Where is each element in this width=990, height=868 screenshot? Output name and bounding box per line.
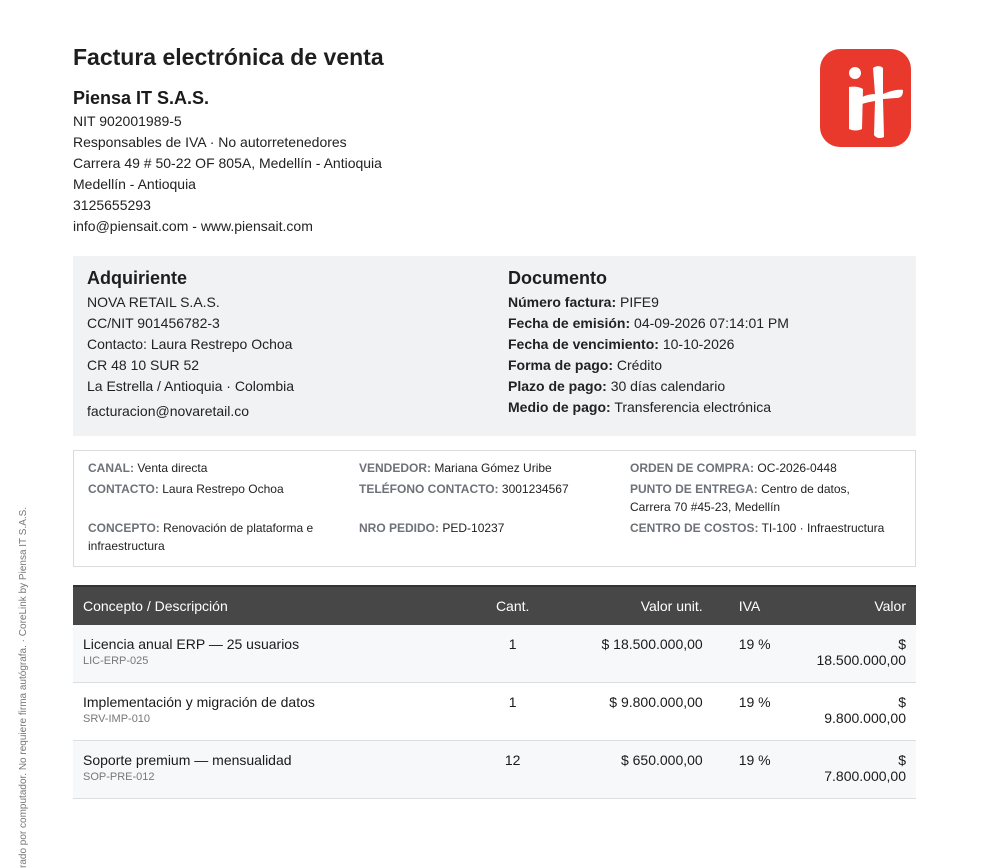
legal-footnote: rado por computador. No requiere firma autógrafa. · CoreLink by Piensa IT S.A.S. <box>18 506 29 868</box>
col-description: Concepto / Descripción <box>73 586 464 625</box>
issuer-phone: 3125655293 <box>73 197 151 213</box>
meta-delivery-point: PUNTO DE ENTREGA: Centro de datos, Carrera 70 #45-23, Medellín <box>630 482 850 514</box>
items-table <box>73 585 916 799</box>
issuer-name: Piensa IT S.A.S. <box>73 88 210 108</box>
item-code: SOP-PRE-012 <box>83 771 155 783</box>
meta-seller: VENDEDOR: Mariana Gómez Uribe <box>359 461 552 475</box>
doc-payment-term: Plazo de pago: 30 días calendario <box>508 378 726 394</box>
it-logo-icon <box>820 49 911 147</box>
order-metadata <box>73 450 916 567</box>
item-description: Implementación y migración de datos <box>83 694 315 710</box>
page-title: Factura electrónica de venta <box>73 44 384 70</box>
col-iva: IVA <box>713 586 807 625</box>
document-heading: Documento <box>508 268 607 288</box>
meta-contact-phone: TELÉFONO CONTACTO: 3001234567 <box>359 482 569 496</box>
issuer-details <box>73 111 382 237</box>
item-value: $ 7.800.000,00 <box>806 741 916 799</box>
parties-panel <box>73 256 916 436</box>
buyer-address: CR 48 10 SUR 52 <box>87 357 200 373</box>
item-iva: 19 % <box>713 625 807 683</box>
item-code: SRV-IMP-010 <box>83 713 151 725</box>
item-iva: 19 % <box>713 683 807 741</box>
issuer-tax-regime: Responsables de IVA · No autorretenedores <box>73 134 347 150</box>
item-quantity: 12 <box>464 741 561 799</box>
table-header-row <box>73 586 916 625</box>
doc-due-date: Fecha de vencimiento: 10-10-2026 <box>508 336 735 352</box>
table-row <box>73 741 916 799</box>
meta-cost-center: CENTRO DE COSTOS: TI-100 · Infraestructura <box>630 521 885 535</box>
buyer-contact: Contacto: Laura Restrepo Ochoa <box>87 336 293 352</box>
buyer-heading: Adquiriente <box>87 268 188 288</box>
buyer-name: NOVA RETAIL S.A.S. <box>87 294 220 310</box>
buyer-location: La Estrella / Antioquia · Colombia <box>87 378 294 394</box>
table-row <box>73 625 916 683</box>
item-quantity: 1 <box>464 683 561 741</box>
company-logo <box>820 49 911 147</box>
meta-contact: CONTACTO: Laura Restrepo Ochoa <box>88 482 284 496</box>
doc-invoice-number: Número factura: PIFE9 <box>508 294 659 310</box>
item-iva: 19 % <box>713 741 807 799</box>
buyer-nit: CC/NIT 901456782-3 <box>87 315 220 331</box>
buyer-section <box>87 268 294 422</box>
issuer-city: Medellín - Antioquia <box>73 176 196 192</box>
doc-issue-date: Fecha de emisión: 04-09-2026 07:14:01 PM <box>508 315 789 331</box>
item-unit-price: $ 650.000,00 <box>561 741 712 799</box>
doc-payment-method: Medio de pago: Transferencia electrónica <box>508 399 771 415</box>
meta-purchase-order: ORDEN DE COMPRA: OC-2026-0448 <box>630 461 837 475</box>
col-unit-price: Valor unit. <box>561 586 712 625</box>
item-code: LIC-ERP-025 <box>83 655 149 667</box>
meta-concept: CONCEPTO: Renovación de plataforma e infraestructura <box>88 521 314 553</box>
col-value: Valor <box>806 586 916 625</box>
issuer-nit: NIT 902001989-5 <box>73 113 182 129</box>
table-row <box>73 683 916 741</box>
meta-channel: CANAL: Venta directa <box>88 461 208 475</box>
item-description: Soporte premium — mensualidad <box>83 752 292 768</box>
item-description: Licencia anual ERP — 25 usuarios <box>83 636 300 652</box>
item-value: $ 9.800.000,00 <box>806 683 916 741</box>
buyer-email: facturacion@novaretail.co <box>87 403 250 419</box>
col-quantity: Cant. <box>464 586 561 625</box>
meta-order-number: NRO PEDIDO: PED-10237 <box>359 521 505 535</box>
item-value: $ 18.500.000,00 <box>806 625 916 683</box>
issuer-address: Carrera 49 # 50-22 OF 805A, Medellín - Antioquia <box>73 155 382 171</box>
item-quantity: 1 <box>464 625 561 683</box>
item-unit-price: $ 9.800.000,00 <box>561 683 712 741</box>
item-unit-price: $ 18.500.000,00 <box>561 625 712 683</box>
doc-payment-form: Forma de pago: Crédito <box>508 357 663 373</box>
issuer-contact-web: info@piensait.com - www.piensait.com <box>73 218 313 234</box>
document-section <box>508 268 789 418</box>
